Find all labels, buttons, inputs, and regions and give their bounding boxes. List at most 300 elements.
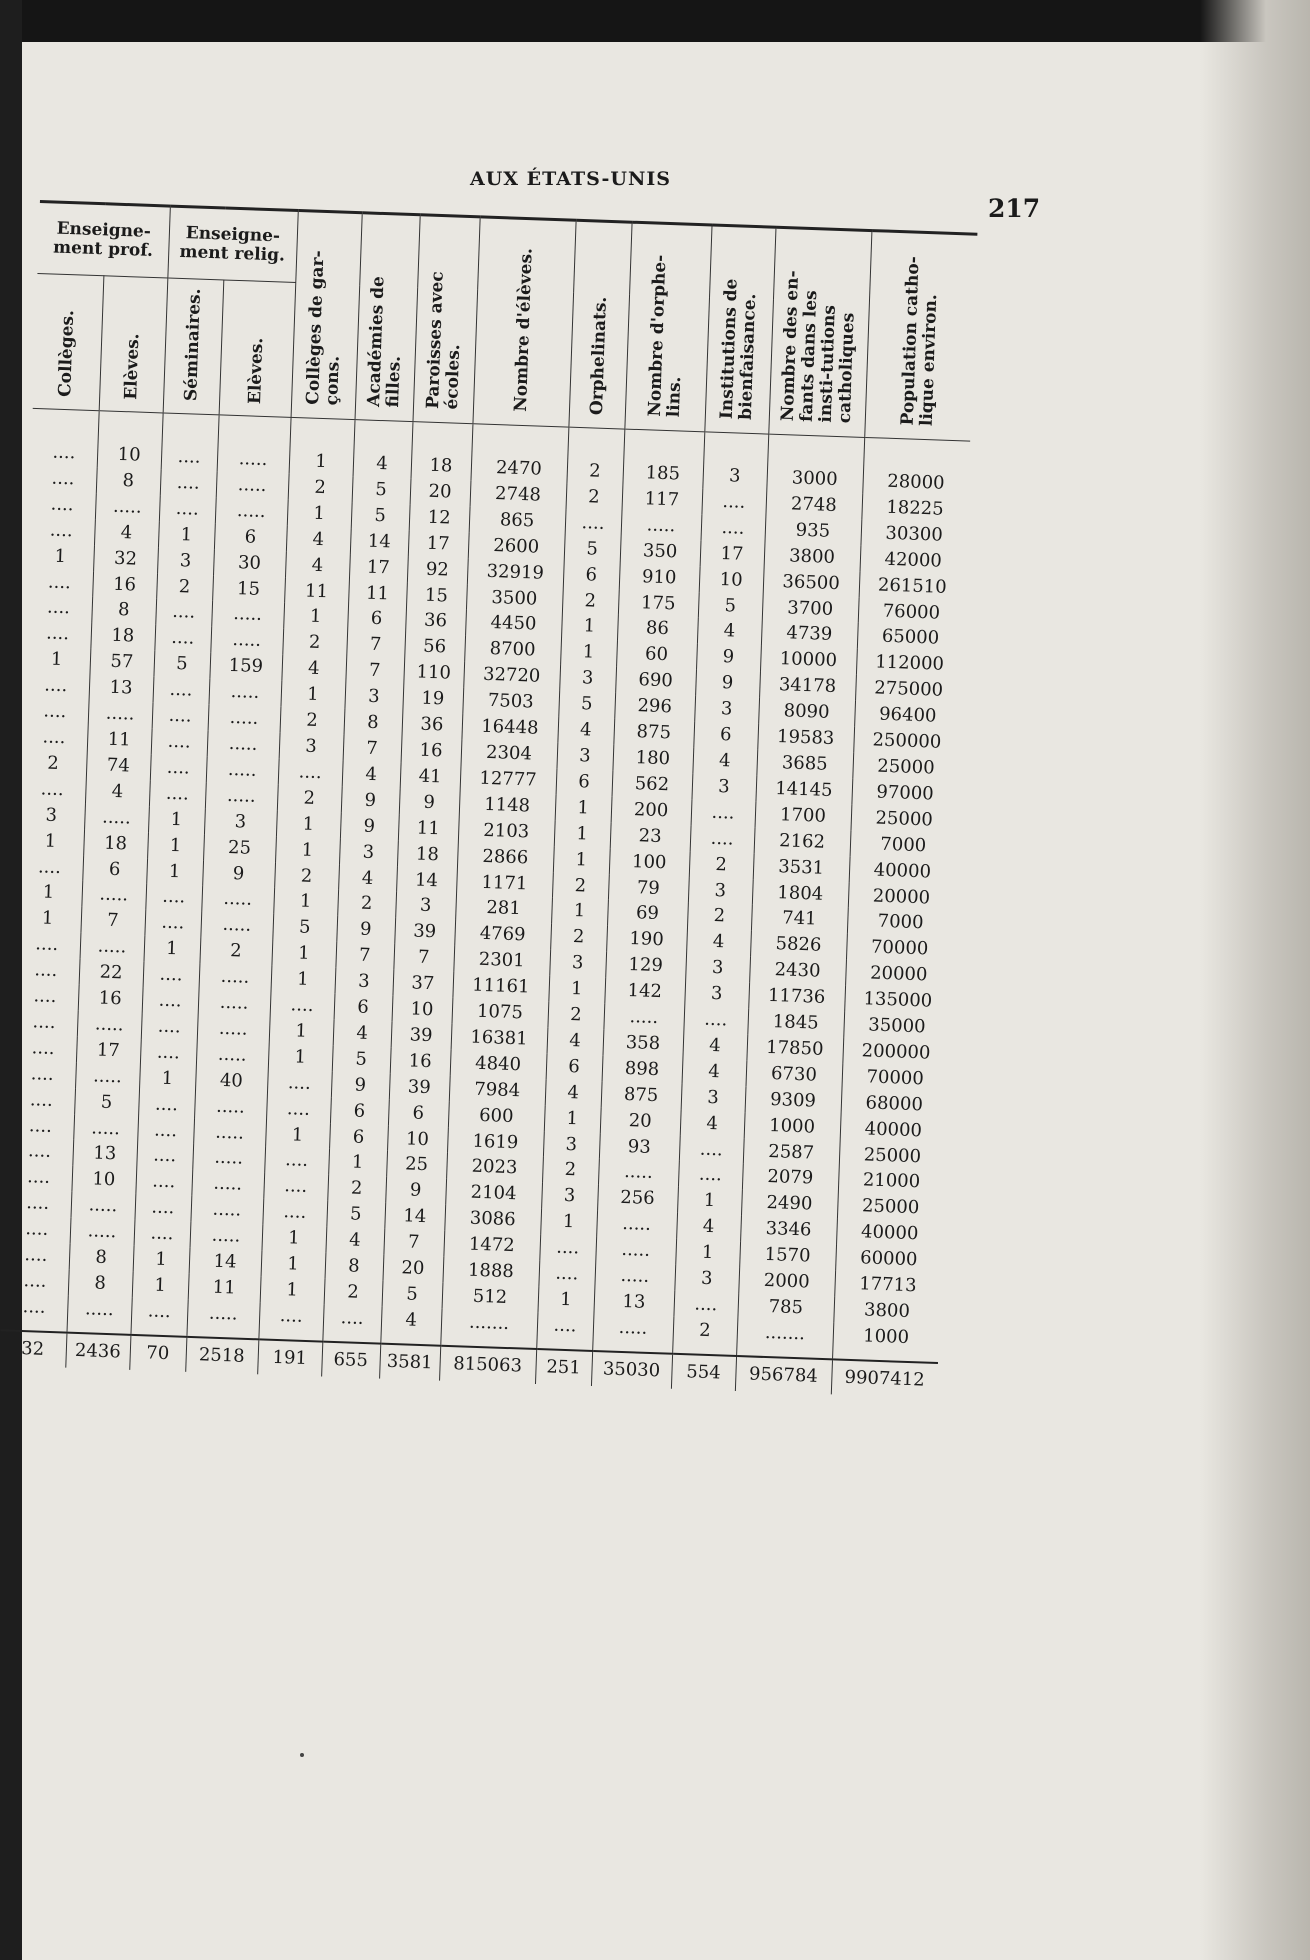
table-cell: 2 bbox=[562, 587, 619, 615]
table-cell: 358 bbox=[603, 1029, 684, 1058]
table-cell: 117 bbox=[621, 485, 702, 514]
table-cell: 4 bbox=[338, 864, 397, 892]
table-cell: 25000 bbox=[850, 804, 957, 834]
table-cell: 17 bbox=[700, 540, 765, 568]
table-cell: 1 bbox=[544, 1105, 601, 1133]
table-cell: 5 bbox=[352, 476, 411, 504]
table-cell: 1 bbox=[132, 1272, 189, 1300]
table-cell: 97000 bbox=[851, 779, 958, 809]
table-cell: 1570 bbox=[739, 1241, 836, 1270]
table-cell: ..... bbox=[77, 1011, 142, 1039]
total-cell: 815063 bbox=[439, 1345, 536, 1383]
table-cell: 17 bbox=[349, 554, 408, 582]
table-cell: ..... bbox=[594, 1262, 675, 1291]
table-cell: 1 bbox=[268, 1043, 333, 1071]
group-header-prof: Enseigne-ment prof. bbox=[37, 201, 169, 278]
table-cell: 9309 bbox=[745, 1086, 842, 1115]
table-cell: 36 bbox=[401, 711, 462, 739]
table-cell: 34178 bbox=[759, 672, 856, 701]
table-cell: 7000 bbox=[850, 830, 957, 860]
total-cell: 554 bbox=[671, 1354, 736, 1391]
table-cell: .... bbox=[46, 596, 71, 619]
table-cell: 6 bbox=[329, 1123, 388, 1151]
table-cell: .... bbox=[154, 625, 211, 653]
table-cell: ..... bbox=[70, 1218, 135, 1246]
table-cell: 2 bbox=[288, 474, 353, 502]
table-cell: .... bbox=[267, 1069, 332, 1097]
table-cell: 256 bbox=[597, 1184, 678, 1213]
table-cell: ..... bbox=[190, 1222, 263, 1250]
table-cell: 11 bbox=[87, 726, 152, 754]
table-cell: 14145 bbox=[755, 775, 852, 804]
table-cell: 8 bbox=[344, 709, 403, 737]
table-cell: 5 bbox=[351, 502, 410, 530]
table-cell: .... bbox=[22, 1295, 46, 1318]
table-cell: 2 bbox=[274, 862, 339, 890]
table-cell: 4 bbox=[680, 1110, 745, 1138]
table-cell: 7 bbox=[346, 631, 405, 659]
table-cell: 25000 bbox=[852, 753, 959, 783]
table-cell: 1 bbox=[540, 1208, 597, 1236]
table-cell: .... bbox=[270, 992, 335, 1020]
table-cell: .... bbox=[538, 1260, 595, 1288]
table-cell: 4840 bbox=[450, 1050, 547, 1079]
table-cell: ..... bbox=[598, 1159, 679, 1188]
col-header-colleges-garcons: Collèges de gar-çons. bbox=[291, 211, 362, 420]
table-cell: 12777 bbox=[460, 765, 557, 794]
table-cell: 13 bbox=[593, 1288, 674, 1317]
table-cell: 3 bbox=[204, 808, 277, 836]
table-cell: 1804 bbox=[752, 879, 849, 908]
table-cell: .... bbox=[28, 1114, 53, 1137]
table-cell: ..... bbox=[193, 1118, 266, 1146]
table-cell: ..... bbox=[209, 678, 282, 706]
table-cell: 1 bbox=[265, 1121, 330, 1149]
table-cell: ..... bbox=[596, 1210, 677, 1239]
table-cell: .... bbox=[565, 509, 622, 537]
table-cell: 1 bbox=[50, 648, 63, 671]
table-cell: 3 bbox=[543, 1131, 600, 1159]
table-cell: .... bbox=[135, 1168, 192, 1196]
table-cell: 1 bbox=[143, 935, 200, 963]
table-cell: .... bbox=[138, 1091, 195, 1119]
table-cell: ..... bbox=[194, 1093, 267, 1121]
table-cell: 1 bbox=[675, 1239, 740, 1267]
table-cell: 11 bbox=[398, 815, 459, 843]
table-cell: 2 bbox=[672, 1317, 737, 1356]
table-cell: 2 bbox=[566, 427, 624, 485]
table-cell: 1 bbox=[133, 1246, 190, 1274]
table-cell: 25000 bbox=[837, 1193, 944, 1223]
total-cell: 2518 bbox=[185, 1337, 258, 1374]
table-cell: 16 bbox=[401, 737, 462, 765]
table-cell: 7 bbox=[80, 907, 145, 935]
col-header-orphelinats: Orphelinats. bbox=[568, 220, 631, 429]
table-cell: 39 bbox=[389, 1073, 450, 1101]
table-cell: .... bbox=[144, 909, 201, 937]
table-cell: .... bbox=[141, 1013, 198, 1041]
table-cell: .... bbox=[322, 1304, 381, 1343]
table-cell: 5 bbox=[558, 691, 615, 719]
table-cell: 2 bbox=[550, 924, 607, 952]
table-cell: 190 bbox=[606, 926, 687, 955]
table-cell: 23 bbox=[610, 822, 691, 851]
table-cell: .... bbox=[40, 778, 64, 800]
table-cell: 1 bbox=[280, 681, 345, 709]
table-cell: 76000 bbox=[858, 597, 965, 627]
table-cell: 142 bbox=[604, 977, 685, 1006]
total-cell: 2436 bbox=[65, 1332, 130, 1369]
table-cell: 7 bbox=[383, 1229, 444, 1257]
table-cell: 18 bbox=[411, 422, 473, 480]
table-cell: 1888 bbox=[442, 1257, 539, 1286]
table-cell: 512 bbox=[442, 1283, 539, 1312]
table-cell: 4 bbox=[285, 551, 350, 579]
table-cell: 562 bbox=[612, 770, 693, 799]
table-cell: .... bbox=[673, 1291, 738, 1319]
table-cell: 16 bbox=[390, 1048, 451, 1076]
table-cell: 1 bbox=[275, 836, 340, 864]
col-header-paroisses: Paroisses avec écoles. bbox=[412, 215, 479, 424]
table-cell: 20 bbox=[410, 478, 471, 506]
table-cell: 68000 bbox=[841, 1089, 948, 1119]
table-cell: .... bbox=[151, 728, 208, 756]
table-cell: 200000 bbox=[842, 1037, 949, 1067]
table-cell: 6 bbox=[563, 561, 620, 589]
table-cell: 39 bbox=[391, 1022, 452, 1050]
table-cell: 16 bbox=[78, 985, 143, 1013]
table-cell: .... bbox=[140, 1039, 197, 1067]
table-cell: 1000 bbox=[832, 1322, 939, 1363]
table-cell: 6 bbox=[82, 855, 147, 883]
table-cell: 19583 bbox=[757, 723, 854, 752]
table-cell: 14 bbox=[350, 528, 409, 556]
table-cell: 3000 bbox=[766, 434, 864, 494]
table-cell: 2 bbox=[282, 629, 347, 657]
table-cell: 20 bbox=[600, 1107, 681, 1136]
table-cell: 1 bbox=[548, 975, 605, 1003]
table-cell: 5 bbox=[74, 1088, 139, 1116]
table-cell: 4 bbox=[333, 1020, 392, 1048]
table-cell: 14 bbox=[189, 1248, 262, 1276]
page-gutter-shadow bbox=[1200, 0, 1310, 1960]
table-cell: 10 bbox=[71, 1166, 136, 1194]
total-cell: 191 bbox=[257, 1339, 322, 1376]
table-cell: 1 bbox=[328, 1149, 387, 1177]
table-cell: 2304 bbox=[461, 739, 558, 768]
table-cell: .... bbox=[701, 514, 766, 542]
table-cell: 3800 bbox=[764, 542, 861, 571]
table-cell: 1 bbox=[677, 1187, 742, 1215]
table-cell: ..... bbox=[70, 1192, 135, 1220]
table-cell: 42000 bbox=[860, 546, 967, 576]
table-cell: 1 bbox=[554, 820, 611, 848]
table-cell: .... bbox=[26, 1166, 51, 1189]
table-cell: 20 bbox=[382, 1255, 443, 1283]
col-header-population: Population catho-lique environ. bbox=[864, 231, 977, 442]
table-cell: 3 bbox=[688, 877, 753, 905]
table-cell: ..... bbox=[208, 704, 281, 732]
table-cell: .... bbox=[24, 1244, 48, 1266]
table-cell: 36 bbox=[405, 607, 466, 635]
table-cell: 13 bbox=[72, 1140, 137, 1168]
table-cell: 6 bbox=[330, 1097, 389, 1125]
table-cell: .... bbox=[264, 1147, 329, 1175]
table-cell: .... bbox=[25, 1218, 49, 1241]
table-cell: 4 bbox=[547, 1027, 604, 1055]
table-cell: 1472 bbox=[443, 1231, 540, 1260]
table-cell: 3531 bbox=[753, 853, 850, 882]
table-cell: 261510 bbox=[859, 571, 966, 601]
table-cell: 3 bbox=[279, 733, 344, 761]
table-cell: 92 bbox=[407, 556, 468, 584]
table-cell: 2470 bbox=[470, 424, 568, 484]
table-cell: 2 bbox=[689, 851, 754, 879]
table-cell: 2 bbox=[566, 483, 623, 511]
table-cell: 8700 bbox=[464, 635, 561, 664]
table-cell: 4 bbox=[676, 1213, 741, 1241]
table-cell: 11736 bbox=[748, 982, 845, 1011]
table-cell: 296 bbox=[614, 693, 695, 722]
statistics-table-wrapper bbox=[0, 200, 977, 1398]
table-cell: 6 bbox=[347, 605, 406, 633]
table-cell: 3 bbox=[339, 838, 398, 866]
ink-speck bbox=[300, 1753, 304, 1757]
table-cell: 35000 bbox=[843, 1012, 950, 1042]
table-cell: 3 bbox=[684, 980, 749, 1008]
table-cell: 4 bbox=[85, 778, 150, 806]
table-cell: 16 bbox=[92, 571, 157, 599]
table-cell: 4739 bbox=[761, 620, 858, 649]
table-cell: 1075 bbox=[452, 998, 549, 1027]
table-cell: .... bbox=[23, 1270, 47, 1292]
total-cell: 70 bbox=[129, 1335, 186, 1372]
table-cell: 3 bbox=[681, 1084, 746, 1112]
table-cell: .... bbox=[50, 493, 74, 516]
table-cell: 2 bbox=[280, 707, 345, 735]
table-cell: 86 bbox=[617, 615, 698, 644]
table-cell: 40000 bbox=[836, 1219, 943, 1249]
table-cell: 11 bbox=[188, 1274, 261, 1302]
table-cell: 7 bbox=[393, 944, 454, 972]
table-cell: 898 bbox=[602, 1055, 683, 1084]
table-cell: 40 bbox=[195, 1067, 268, 1095]
table-cell: 10 bbox=[97, 411, 163, 470]
table-cell: ..... bbox=[88, 700, 153, 728]
table-cell: 3 bbox=[334, 968, 393, 996]
table-cell: .... bbox=[29, 1088, 54, 1111]
table-cell: 11 bbox=[348, 580, 407, 608]
table-cell: 1 bbox=[158, 521, 215, 549]
table-cell: .... bbox=[691, 799, 756, 827]
table-cell: 1 bbox=[147, 832, 204, 860]
table-cell: ....... bbox=[440, 1309, 537, 1349]
table-cell: .... bbox=[143, 961, 200, 989]
table-cell: 910 bbox=[619, 563, 700, 592]
table-cell: 1 bbox=[561, 613, 618, 641]
running-head: AUX ÉTATS-UNIS bbox=[470, 168, 671, 190]
table-cell: 1 bbox=[289, 417, 355, 476]
table-cell: 6 bbox=[334, 994, 393, 1022]
table-cell: 9 bbox=[399, 789, 460, 817]
table-cell: ..... bbox=[592, 1314, 673, 1354]
table-cell: 40000 bbox=[840, 1115, 947, 1145]
table-cell: 9 bbox=[336, 916, 395, 944]
table-cell: .... bbox=[30, 1062, 55, 1085]
table-cell: .... bbox=[137, 1117, 194, 1145]
table-cell: 3 bbox=[556, 742, 613, 770]
table-cell: 4 bbox=[281, 655, 346, 683]
table-cell: 2079 bbox=[742, 1164, 839, 1193]
table-cell: 1 bbox=[276, 810, 341, 838]
table-cell: 1 bbox=[139, 1065, 196, 1093]
table-cell: 2430 bbox=[749, 956, 846, 985]
table-cell: 785 bbox=[737, 1293, 834, 1322]
table-cell: 17713 bbox=[834, 1270, 941, 1300]
table-cell: 4 bbox=[94, 519, 159, 547]
table-cell: 20000 bbox=[845, 960, 952, 990]
table-cell: 4769 bbox=[454, 920, 551, 949]
table-cell: 1 bbox=[44, 830, 57, 852]
table-cell: 3 bbox=[702, 432, 768, 491]
table-cell: ..... bbox=[200, 911, 273, 939]
table-cell: 8090 bbox=[758, 698, 855, 727]
table-cell: 2 bbox=[324, 1279, 383, 1307]
total-cell: 956784 bbox=[735, 1356, 832, 1394]
table-cell: 4 bbox=[557, 716, 614, 744]
table-cell: 2 bbox=[542, 1157, 599, 1185]
table-cell: 7 bbox=[345, 657, 404, 685]
table-cell: 875 bbox=[601, 1081, 682, 1110]
table-cell: ..... bbox=[210, 627, 283, 655]
table-cell: 281 bbox=[455, 894, 552, 923]
table-cell: 60000 bbox=[835, 1245, 942, 1275]
table-cell: 7984 bbox=[449, 1076, 546, 1105]
table-cell: ..... bbox=[217, 415, 291, 474]
table-cell: 93 bbox=[599, 1133, 680, 1162]
table-cell: 3 bbox=[691, 773, 756, 801]
table-cell: 3346 bbox=[740, 1215, 837, 1244]
total-cell: 3581 bbox=[379, 1343, 440, 1380]
table-cell: .... bbox=[33, 985, 57, 1008]
table-cell: ..... bbox=[603, 1003, 684, 1032]
table-cell: 56 bbox=[404, 633, 465, 661]
table-cell: .... bbox=[149, 780, 206, 808]
table-cell: 4 bbox=[697, 618, 762, 646]
table-cell: 7 bbox=[335, 942, 394, 970]
table-cell: .... bbox=[539, 1234, 596, 1262]
table-cell: 1845 bbox=[747, 1008, 844, 1037]
table-cell: 22 bbox=[79, 959, 144, 987]
table-cell: 180 bbox=[612, 744, 693, 773]
table-cell: 1 bbox=[41, 907, 54, 930]
table-cell: ....... bbox=[736, 1319, 833, 1359]
table-cell: 3700 bbox=[762, 594, 859, 623]
table-cell: 6 bbox=[214, 523, 287, 551]
col-header-eleves-relig: Elèves. bbox=[219, 280, 296, 417]
table-cell: 16381 bbox=[451, 1024, 548, 1053]
col-header-nombre-eleves: Nombre d'élèves. bbox=[472, 217, 575, 427]
table-cell: 2748 bbox=[765, 490, 862, 519]
table-cell: 10 bbox=[699, 566, 764, 594]
table-cell: 40000 bbox=[849, 856, 956, 886]
table-cell: 1171 bbox=[456, 868, 553, 897]
table-cell: 3 bbox=[674, 1265, 739, 1293]
col-header-bienfaisance: Institutions de bienfaisance. bbox=[704, 225, 775, 434]
table-cell: 350 bbox=[620, 537, 701, 566]
table-cell: 135000 bbox=[844, 986, 951, 1016]
table-cell: 10000 bbox=[760, 646, 857, 675]
table-cell: .... bbox=[136, 1142, 193, 1170]
table-cell: ..... bbox=[216, 471, 289, 499]
table-cell: 1 bbox=[283, 603, 348, 631]
table-cell: .... bbox=[52, 441, 76, 464]
table-cell: 3 bbox=[344, 683, 403, 711]
table-cell: 4 bbox=[686, 928, 751, 956]
table-cell: 5 bbox=[326, 1201, 385, 1229]
table-cell: 13 bbox=[89, 674, 154, 702]
table-cell: 175 bbox=[618, 589, 699, 618]
table-cell: 25000 bbox=[839, 1141, 946, 1171]
table-cell: .... bbox=[31, 1037, 55, 1059]
table-cell: 70000 bbox=[841, 1063, 948, 1093]
table-cell: 20000 bbox=[848, 882, 955, 912]
table-cell: 1 bbox=[537, 1286, 594, 1314]
table-cell: 2 bbox=[337, 890, 396, 918]
table-cell: 8 bbox=[325, 1253, 384, 1281]
table-cell: 1 bbox=[560, 639, 617, 667]
table-cell: 2023 bbox=[446, 1153, 543, 1182]
table-cell: 3500 bbox=[466, 584, 563, 613]
table-cell: .... bbox=[130, 1298, 187, 1337]
table-cell: 185 bbox=[622, 429, 704, 488]
col-header-academies: Académies de filles. bbox=[355, 213, 420, 422]
table-cell: 4450 bbox=[465, 610, 562, 639]
table-cell: .... bbox=[42, 726, 66, 749]
table-cell: 1 bbox=[261, 1250, 326, 1278]
table-cell: 17 bbox=[408, 530, 469, 558]
table-cell: .... bbox=[683, 1006, 748, 1034]
table-cell: 16448 bbox=[461, 713, 558, 742]
table-cell: .... bbox=[266, 1095, 331, 1123]
table-cell: .... bbox=[145, 884, 202, 912]
table-cell: 69 bbox=[607, 900, 688, 929]
table-cell: ..... bbox=[206, 756, 279, 784]
table-cell: .... bbox=[49, 519, 74, 542]
table-cell: 9 bbox=[385, 1177, 446, 1205]
table-cell: 11161 bbox=[452, 972, 549, 1001]
table-cell: ..... bbox=[190, 1196, 263, 1224]
table-cell: 1 bbox=[146, 858, 203, 886]
table-cell: 110 bbox=[403, 659, 464, 687]
table-cell: 2301 bbox=[453, 946, 550, 975]
table-cell: 14 bbox=[384, 1203, 445, 1231]
table-cell: 15 bbox=[406, 582, 467, 610]
table-cell: 4 bbox=[325, 1227, 384, 1255]
table-cell: 1 bbox=[54, 545, 67, 567]
table-cell: 5 bbox=[272, 914, 337, 942]
table-cell: ..... bbox=[595, 1236, 676, 1265]
table-cell: 2 bbox=[277, 784, 342, 812]
table-cell: .... bbox=[678, 1161, 743, 1189]
table-cell: .... bbox=[37, 855, 62, 878]
table-cell: 4 bbox=[353, 420, 413, 478]
table-cell: .... bbox=[32, 1011, 56, 1033]
table-cell: 8 bbox=[96, 467, 161, 495]
table-cell: 9 bbox=[696, 644, 761, 672]
table-cell: 600 bbox=[448, 1101, 545, 1130]
table-cell: 9 bbox=[202, 860, 275, 888]
